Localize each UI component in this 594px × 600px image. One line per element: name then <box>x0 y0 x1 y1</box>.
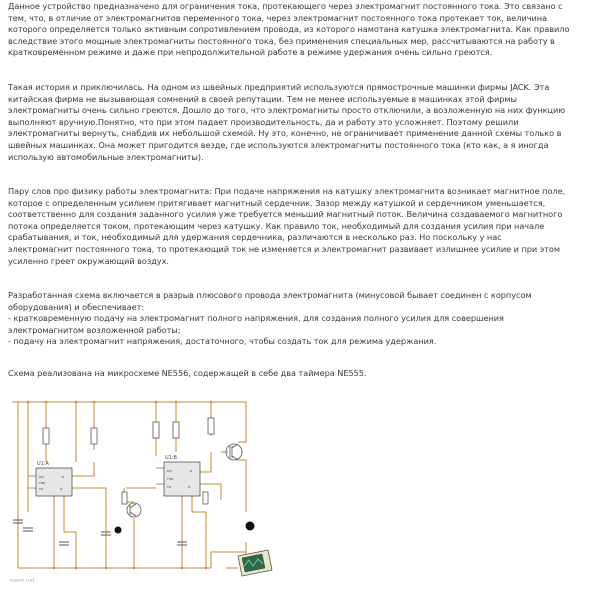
text-line: соответственно для создания заданного усилия уже требуется меньший магнитный поток. Величина создаваемого магнитного <box>8 209 563 220</box>
svg-text:THR: THR <box>167 477 174 481</box>
text-line: электромагнит постоянного тока, то протекающий ток не изменяется и электромагнит развивает излишнее усилие и при этом <box>8 243 560 254</box>
text-line: которое с определенным усилием притягивает магнитный сердечник. Зазор между катушкой и сердечником уменьшается, <box>8 197 546 208</box>
resistor-icon <box>208 418 214 434</box>
probe-dot-icon <box>246 522 255 531</box>
svg-text:DIS: DIS <box>39 475 45 479</box>
text-line: которого определяется только активным сопротивлением провода, из которого намотана катушка электромагнита. Как правило <box>8 24 570 35</box>
resistor-icon <box>153 422 159 438</box>
text-line: Такая история и приключилась. На одном из швейных предприятий используются прямострочные машинки фирмы JACK. Эта <box>8 82 550 92</box>
resistor-icon <box>43 428 49 444</box>
text-line: электромагниты очень сильно греются. Дошло до того, что электромагниты просто отключили, а возложенную на них функцию <box>8 105 566 116</box>
text-line: тем, что, в отличие от электромагнитов переменного тока, через электромагнит постоянного тока протекает ток, величина <box>8 12 548 23</box>
svg-text:Q: Q <box>60 487 63 491</box>
circuit-schematic <box>6 392 276 578</box>
resistor-icon <box>91 428 97 444</box>
ic-label: U1:B <box>165 455 177 461</box>
capacitors <box>13 520 187 545</box>
svg-text:DIS: DIS <box>167 469 173 473</box>
text-line: оборудования) и обеспечивает: <box>8 301 145 312</box>
text-line: потока определяется током, протекающим через катушку. Как правило ток, необходимый для создания усилия при начале <box>8 220 545 231</box>
svg-text:R: R <box>62 475 65 479</box>
text-line: использую автомобильные электромагниты). <box>8 151 204 162</box>
text-line: - подачу на электромагнит напряжения, достаточного, чтобы создать ток для режима удержания. <box>8 336 437 347</box>
text-line: вследствие этого мощные электромагниты постоянного тока, без применения специальных мер, рассчитываются на работу в <box>8 35 555 46</box>
paragraph-story <box>8 82 586 163</box>
oscilloscope-icon <box>238 550 272 576</box>
transistor-icon <box>127 503 141 517</box>
probe-dot-icon <box>115 527 122 534</box>
text-line: Пару слов про физику работы электромагнита: При подаче напряжения на катушку электромагнита возникает магнитное поле, <box>8 186 566 196</box>
ic-label: U1:A <box>37 461 49 467</box>
svg-text:TR: TR <box>167 485 171 489</box>
text-line: Схема реализована на микросхеме NE556, содержащей в себе два таймера NE555. <box>8 368 367 378</box>
paragraph-physics <box>8 186 586 267</box>
ic-u1b <box>164 455 200 496</box>
svg-text:R: R <box>190 469 193 473</box>
svg-text:TR: TR <box>39 487 43 491</box>
svg-text:Q: Q <box>188 485 191 489</box>
text-line: срабатывания, и ток, необходимый для удержания сердечника, различаются в несколько раз. Но поскольку у нас <box>8 232 502 243</box>
mosfet-icon <box>226 444 242 460</box>
resistor-icon <box>122 492 127 504</box>
text-line: электромагниты вернуть, снабдив их небольшой схемой. Ну это, конечно, не ограничивает применение данной схемы только в <box>8 128 562 139</box>
svg-text:THR: THR <box>39 481 46 485</box>
text-line: Данное устройство предназначено для ограничения тока, протекающего через электромагнит постоянного тока. Это связано с <box>8 1 563 11</box>
ic-u1a <box>36 461 72 496</box>
paragraph-features <box>8 290 586 348</box>
text-line: выполняют вручную.Понятно, что при этом падает производительность, да и работу это усложняет. Поэтому решили <box>8 116 519 127</box>
paragraph-intro <box>8 1 586 59</box>
text-line: швейных машинках. Она может пригодится везде, где используются электромагниты постоянного тока (кто как, а я иногда <box>8 139 549 150</box>
text-line: усиленно греет окружающий воздух. <box>8 255 169 266</box>
text-line: электромагнитом возложенной работы; <box>8 324 181 335</box>
text-line: - кратковременную подачу на электромагнит полного напряжения, для создания полного усилия для совершения <box>8 313 504 324</box>
resistor-icon <box>173 422 179 438</box>
text-line: кратковременном режиме и даже при непродолжительной работе в режиме удержания очень сильно греются. <box>8 47 493 58</box>
text-line: Разработанная схема включается в разрыв плюсового провода электромагнита (минусовой бывает соединен с корпусом <box>8 290 532 300</box>
resistor-icon <box>203 492 208 504</box>
text-line: китайская фирма не вызывающая сомнений в своей репутации. Тем не менее используемые в машинках этой фирмы <box>8 93 517 104</box>
watermark-text: cxem.net <box>10 578 35 584</box>
paragraph-chip <box>8 368 586 380</box>
